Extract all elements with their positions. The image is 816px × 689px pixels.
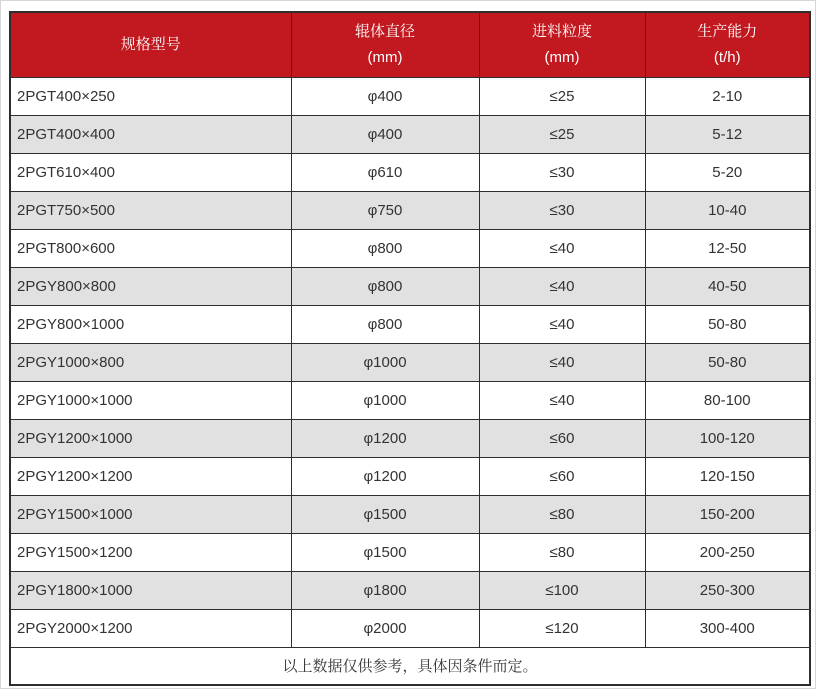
value-cell: ≤30	[479, 191, 645, 229]
value-cell: 100-120	[645, 419, 810, 457]
value-cell: 50-80	[645, 343, 810, 381]
value-cell: φ610	[291, 153, 479, 191]
value-cell: φ800	[291, 229, 479, 267]
table-row	[10, 419, 810, 457]
column-header	[479, 12, 645, 77]
model-cell: 2PGY1000×1000	[10, 381, 291, 419]
value-cell: φ1000	[291, 343, 479, 381]
value-cell: φ2000	[291, 609, 479, 647]
table-header	[10, 12, 810, 77]
value-cell: φ800	[291, 305, 479, 343]
table-row	[10, 115, 810, 153]
value-cell: ≤60	[479, 419, 645, 457]
spec-table	[9, 11, 811, 686]
value-cell: ≤40	[479, 305, 645, 343]
table-row	[10, 305, 810, 343]
column-header-line1: 辊体直径	[354, 22, 415, 40]
value-cell: ≤25	[479, 77, 645, 115]
value-cell: 80-100	[645, 381, 810, 419]
model-cell: 2PGY800×800	[10, 267, 291, 305]
model-cell: 2PGY1200×1000	[10, 419, 291, 457]
value-cell: φ400	[291, 115, 479, 153]
value-cell: ≤40	[479, 381, 645, 419]
model-cell: 2PGT400×250	[10, 77, 291, 115]
value-cell: φ800	[291, 267, 479, 305]
value-cell: φ1200	[291, 457, 479, 495]
value-cell: ≤60	[479, 457, 645, 495]
footnote-row	[10, 647, 810, 685]
value-cell: ≤30	[479, 153, 645, 191]
column-header-line2: (mm)	[544, 48, 580, 66]
value-cell: 50-80	[645, 305, 810, 343]
table-row	[10, 191, 810, 229]
model-cell: 2PGY1800×1000	[10, 571, 291, 609]
value-cell: 10-40	[645, 191, 810, 229]
model-cell: 2PGY1500×1200	[10, 533, 291, 571]
table-row	[10, 153, 810, 191]
value-cell: 300-400	[645, 609, 810, 647]
table-row	[10, 571, 810, 609]
value-cell: φ1000	[291, 381, 479, 419]
model-cell: 2PGY800×1000	[10, 305, 291, 343]
column-header	[291, 12, 479, 77]
column-header-line1: 进料粒度	[531, 22, 592, 40]
table-row	[10, 457, 810, 495]
value-cell: 120-150	[645, 457, 810, 495]
value-cell: φ1500	[291, 495, 479, 533]
value-cell: φ400	[291, 77, 479, 115]
column-header-line2: (t/h)	[713, 48, 741, 66]
value-cell: 250-300	[645, 571, 810, 609]
table-row	[10, 343, 810, 381]
value-cell: ≤40	[479, 267, 645, 305]
table-row	[10, 381, 810, 419]
table-row	[10, 533, 810, 571]
model-cell: 2PGT400×400	[10, 115, 291, 153]
value-cell: 150-200	[645, 495, 810, 533]
value-cell: ≤80	[479, 495, 645, 533]
value-cell: φ750	[291, 191, 479, 229]
value-cell: 200-250	[645, 533, 810, 571]
table-row	[10, 609, 810, 647]
column-header-line1: 规格型号	[120, 35, 181, 53]
column-header-line1: 生产能力	[697, 22, 758, 40]
value-cell: 2-10	[645, 77, 810, 115]
table-row	[10, 495, 810, 533]
column-header	[645, 12, 810, 77]
model-cell: 2PGT750×500	[10, 191, 291, 229]
value-cell: 40-50	[645, 267, 810, 305]
value-cell: 5-12	[645, 115, 810, 153]
value-cell: ≤40	[479, 229, 645, 267]
value-cell: ≤80	[479, 533, 645, 571]
model-cell: 2PGY1500×1000	[10, 495, 291, 533]
table-row	[10, 77, 810, 115]
value-cell: φ1200	[291, 419, 479, 457]
value-cell: φ1500	[291, 533, 479, 571]
value-cell: 12-50	[645, 229, 810, 267]
value-cell: ≤100	[479, 571, 645, 609]
column-header-line2: (mm)	[367, 48, 403, 66]
value-cell: ≤25	[479, 115, 645, 153]
table-row	[10, 267, 810, 305]
table-row	[10, 229, 810, 267]
value-cell: ≤40	[479, 343, 645, 381]
table-body	[10, 77, 810, 647]
model-cell: 2PGY2000×1200	[10, 609, 291, 647]
value-cell: 5-20	[645, 153, 810, 191]
header-row	[10, 12, 810, 77]
model-cell: 2PGT610×400	[10, 153, 291, 191]
model-cell: 2PGY1200×1200	[10, 457, 291, 495]
value-cell: ≤120	[479, 609, 645, 647]
model-cell: 2PGY1000×800	[10, 343, 291, 381]
footnote: 以上数据仅供参考，具体因条件而定。	[10, 647, 810, 685]
model-cell: 2PGT800×600	[10, 229, 291, 267]
value-cell: φ1800	[291, 571, 479, 609]
column-header	[10, 12, 291, 77]
